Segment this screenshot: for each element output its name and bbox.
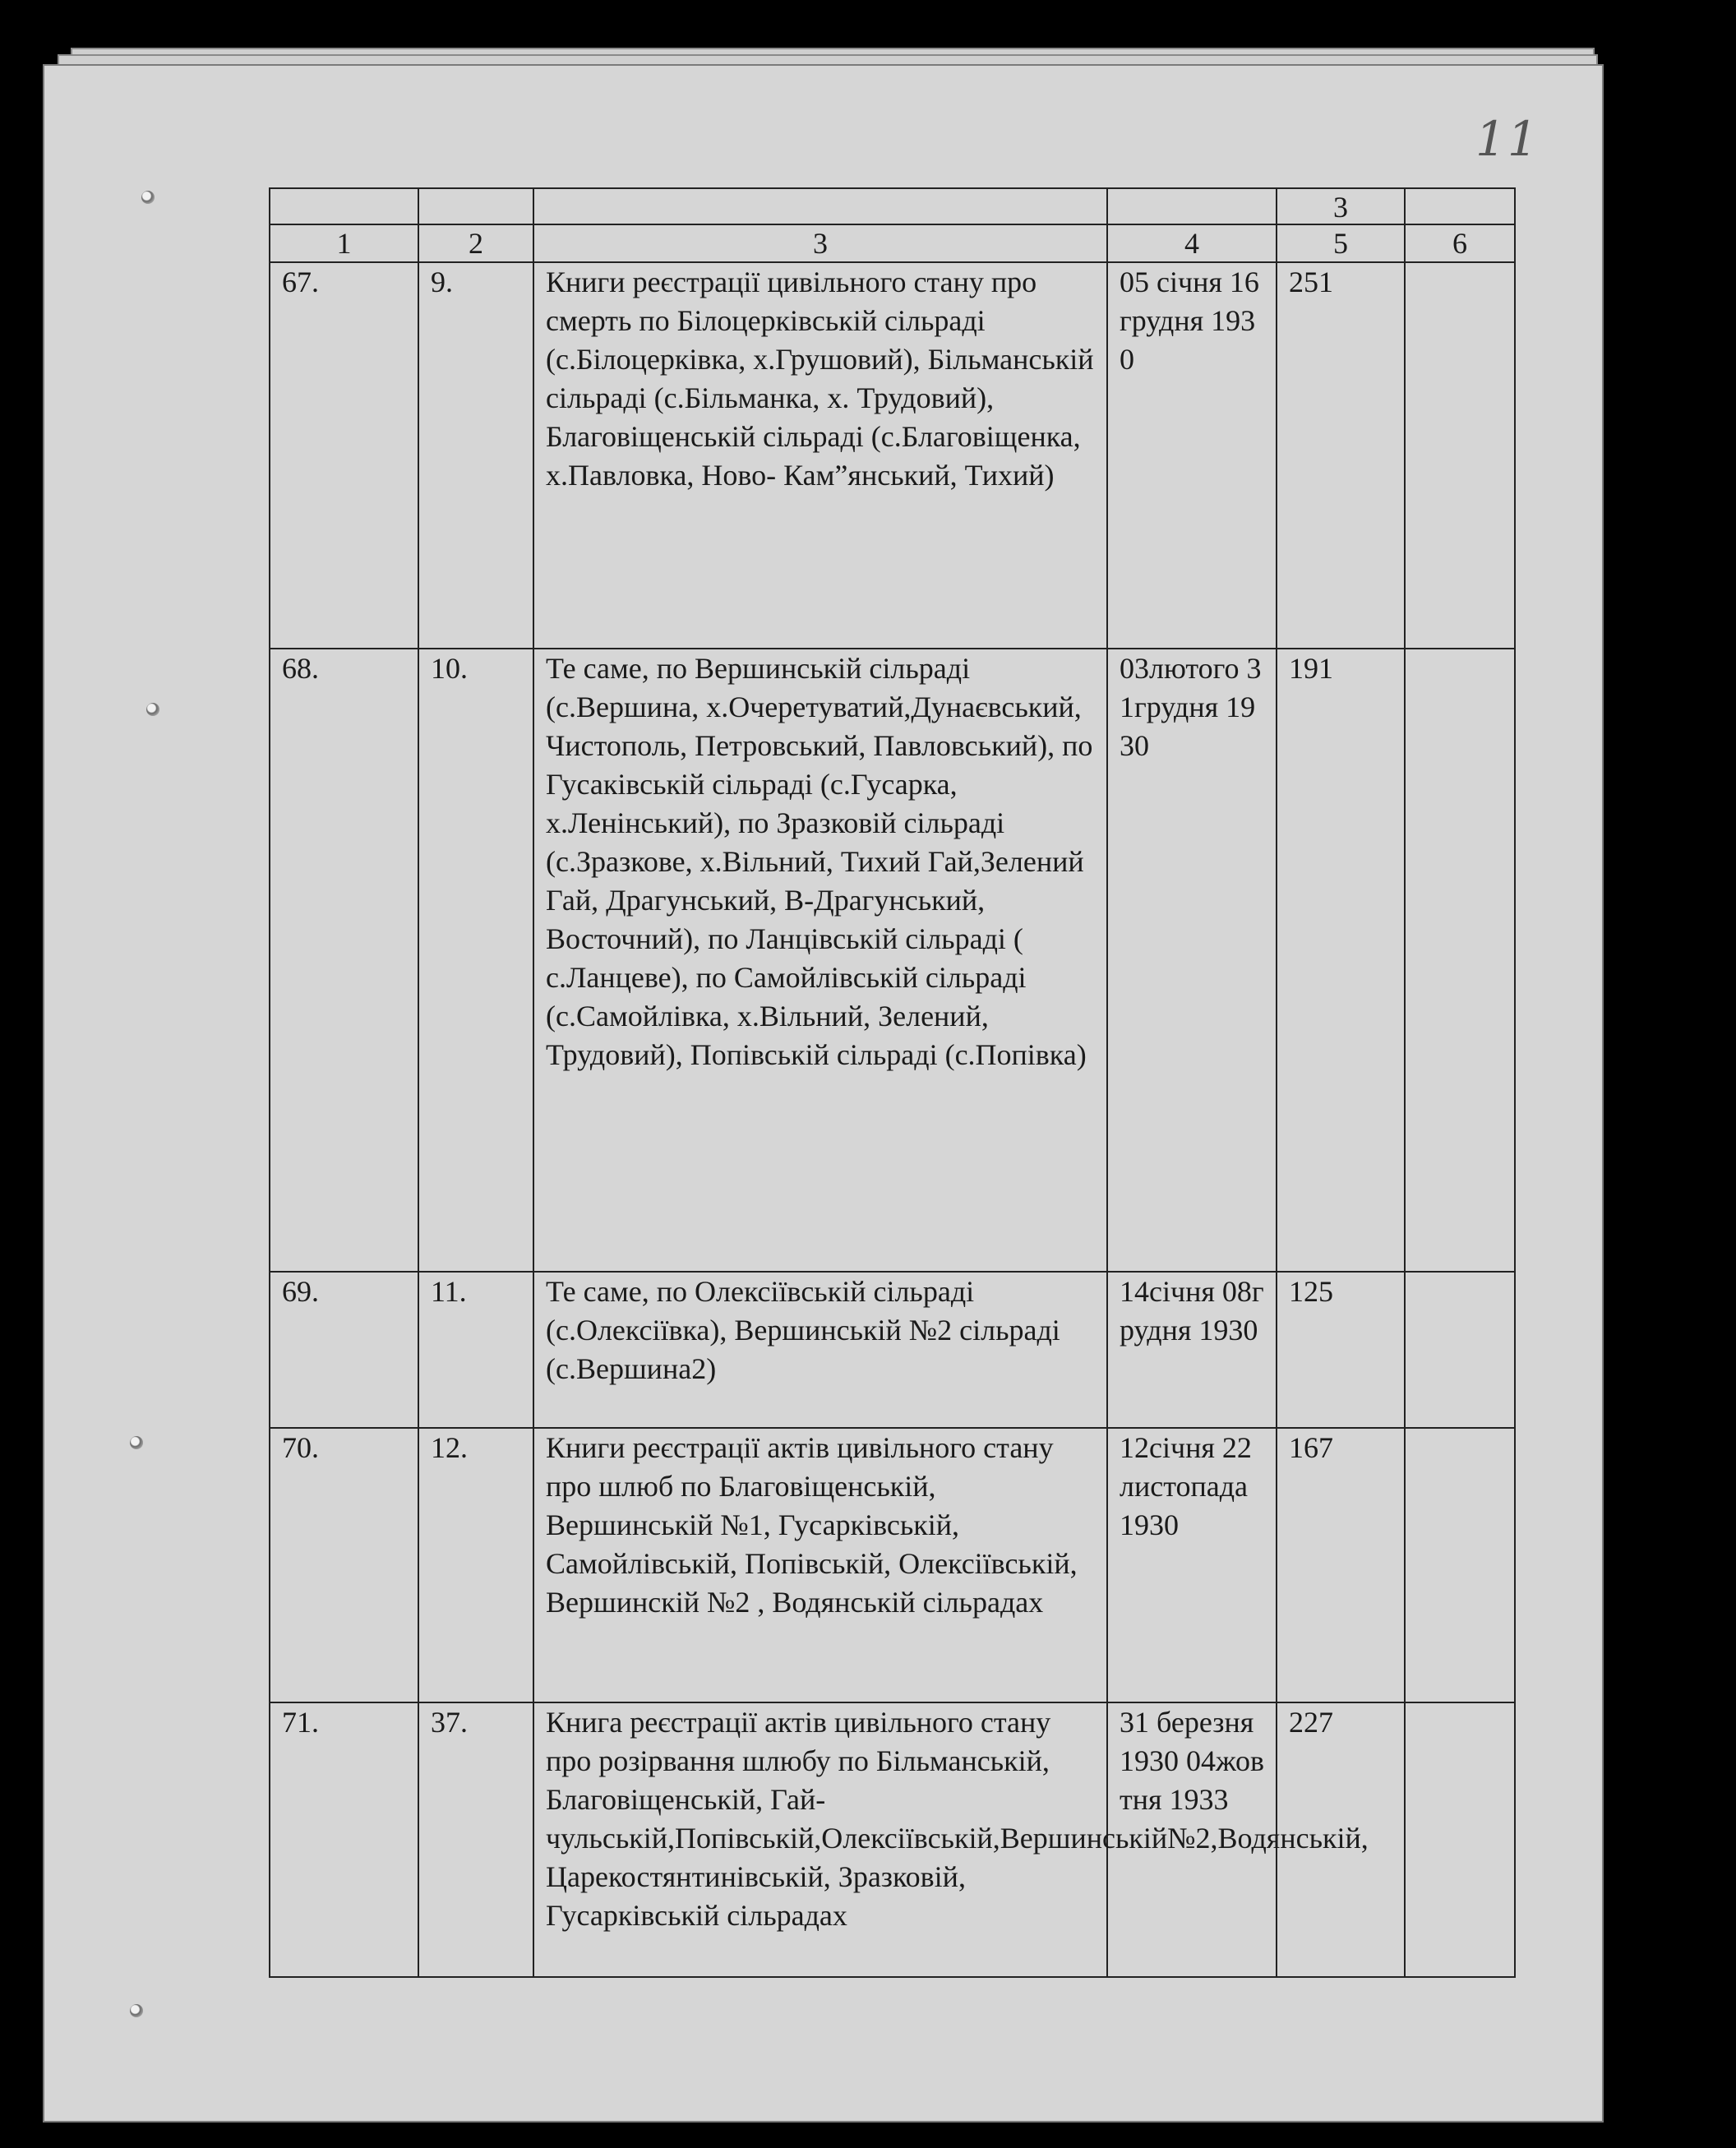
header-top-cell — [418, 188, 533, 224]
table-row — [270, 262, 1515, 649]
punch-hole — [141, 191, 155, 204]
column-number-row — [270, 224, 1515, 262]
date-range: 31 березня 1930 04жовтня 1933 — [1107, 1702, 1277, 1977]
punch-hole — [130, 1436, 143, 1449]
sheet-count: 227 — [1277, 1702, 1405, 1977]
table-row — [270, 649, 1515, 1272]
file-description: Книги реєстрації актів цивільного стану про шлюб по Благовіщенській, Вершинській №1, Гусарківській, Самойлівській, Попівській, Олексіївській, Вершинскій №2 , Водянській сільрадах — [533, 1428, 1107, 1702]
header-top-cell: 3 — [1277, 188, 1405, 224]
file-description: Те саме, по Вершинській сільраді (с.Вершина, х.Очеретуватий,Дунаєвський, Чистополь, Петровський, Павловський), по Гусаківській сільраді (с.Гусарка, х.Ленінський), по Зразковій сільраді (с.Зразкове, х.Вільний, Тихий Гай,Зелений Гай, Драгунський, В-Драгунський, Восточний), по Ланцівській сільраді ( с.Ланцеве), по Самойлівській сільраді (с.Самойлівка, х.Вільний, Зелений, Трудовий), Попівській сільраді (с.Попівка) — [533, 649, 1107, 1272]
date-range: 14січня 08грудня 1930 — [1107, 1272, 1277, 1428]
sheet-count: 251 — [1277, 262, 1405, 649]
sheet-count: 167 — [1277, 1428, 1405, 1702]
punch-hole — [146, 703, 159, 716]
notes-cell — [1405, 1428, 1515, 1702]
file-number: 9. — [418, 262, 533, 649]
row-number: 70. — [270, 1428, 418, 1702]
header-top-cell — [533, 188, 1107, 224]
notes-cell — [1405, 1702, 1515, 1977]
row-number: 67. — [270, 262, 418, 649]
header-top-row — [270, 188, 1515, 224]
column-number: 2 — [418, 224, 533, 262]
file-description: Книга реєстрації актів цивільного стану про розірвання шлюбу по Більманській, Благовіщенській, Гай-чульській,Попівській,Олексіївській,Вершинській№2,Водянській, Царекостянтинівській, Зразковій, Гусарківській сільрадах — [533, 1702, 1107, 1977]
register-table — [269, 187, 1516, 1978]
header-top-cell — [1405, 188, 1515, 224]
table-row — [270, 1428, 1515, 1702]
sheet-count: 125 — [1277, 1272, 1405, 1428]
date-range: 12січня 22листопада 1930 — [1107, 1428, 1277, 1702]
column-number: 6 — [1405, 224, 1515, 262]
file-number: 11. — [418, 1272, 533, 1428]
notes-cell — [1405, 649, 1515, 1272]
file-number: 10. — [418, 649, 533, 1272]
column-number: 4 — [1107, 224, 1277, 262]
date-range: 03лютого 31грудня 1930 — [1107, 649, 1277, 1272]
row-number: 68. — [270, 649, 418, 1272]
header-top-cell — [270, 188, 418, 224]
file-number: 37. — [418, 1702, 533, 1977]
row-number: 69. — [270, 1272, 418, 1428]
table-row — [270, 1702, 1515, 1977]
page-number: 11 — [1475, 111, 1540, 167]
row-number: 71. — [270, 1702, 418, 1977]
punch-hole — [130, 2004, 143, 2017]
file-description: Книги реєстрації цивільного стану про смерть по Білоцерківській сільраді (с.Білоцерківка, х.Грушовий), Більманській сільраді (с.Більманка, х. Трудовий), Благовіщенській сільраді (с.Благовіщенка, х.Павловка, Ново- Кам”янський, Тихий) — [533, 262, 1107, 649]
file-description: Те саме, по Олексіївській сільраді (с.Олексіївка), Вершинській №2 сільраді (с.Вершина2) — [533, 1272, 1107, 1428]
column-number: 5 — [1277, 224, 1405, 262]
file-number: 12. — [418, 1428, 533, 1702]
column-number: 3 — [533, 224, 1107, 262]
sheet-count: 191 — [1277, 649, 1405, 1272]
header-top-cell — [1107, 188, 1277, 224]
notes-cell — [1405, 262, 1515, 649]
date-range: 05 січня 16 грудня 1930 — [1107, 262, 1277, 649]
notes-cell — [1405, 1272, 1515, 1428]
column-number: 1 — [270, 224, 418, 262]
table-row — [270, 1272, 1515, 1428]
